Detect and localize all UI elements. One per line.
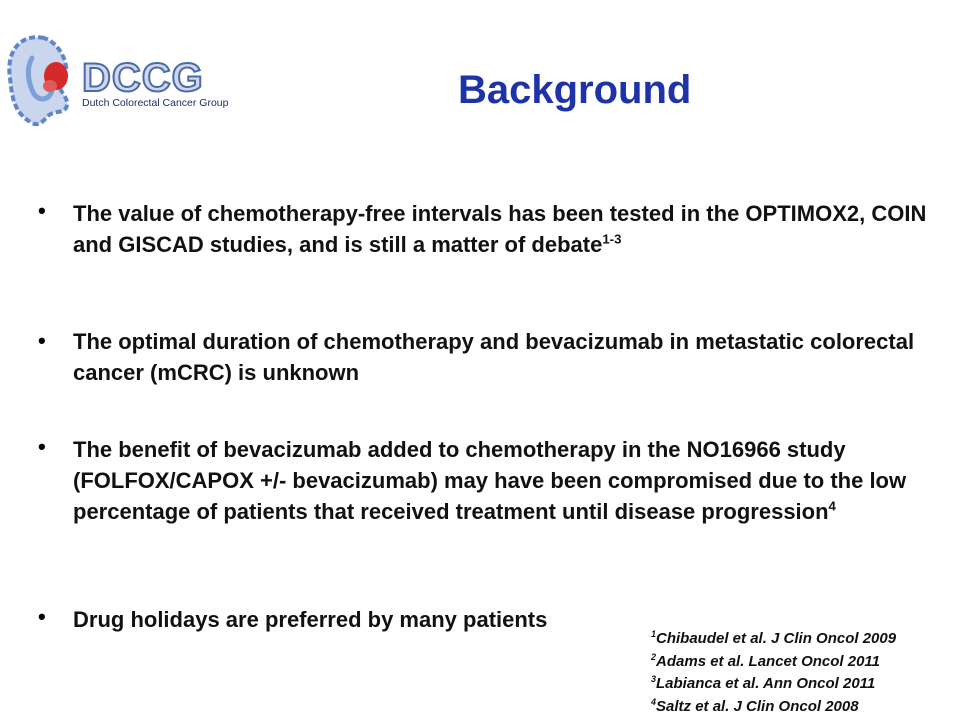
reference-2 — [651, 651, 896, 674]
bullet-dot: • — [38, 604, 46, 629]
bullet-text-content: Drug holidays are preferred by many patients — [73, 607, 548, 632]
bullet-text-1 — [73, 198, 933, 260]
reference-4 — [651, 696, 896, 719]
reference-text: Labianca et al. Ann Oncol 2011 — [656, 675, 876, 692]
bullet-text-content: The optimal duration of chemotherapy and bevacizumab in metastatic colorectal cancer (mCRC) is unknown — [73, 329, 915, 385]
citation-superscript: 1-3 — [602, 231, 622, 247]
bullet-text-3 — [73, 434, 933, 527]
reference-number: 3 — [651, 674, 657, 684]
logo-abbreviation: DCCG — [82, 56, 204, 100]
reference-number: 2 — [651, 651, 657, 662]
dccg-logo — [4, 28, 234, 128]
slide-title: Background — [458, 68, 692, 112]
reference-text: Adams et al. Lancet Oncol 2011 — [656, 652, 880, 670]
bullet-dot: • — [38, 434, 46, 459]
citation-superscript: 4 — [828, 498, 836, 514]
references — [651, 628, 896, 718]
bullet-text-content: The value of chemotherapy-free intervals has been tested in the OPTIMOX2, COIN and GISCAD studies, and is still a matter of debate — [73, 201, 927, 257]
reference-3 — [651, 673, 896, 696]
bullet-text-2 — [73, 326, 933, 388]
reference-text: Saltz et al. J Clin Oncol 2008 — [656, 697, 859, 715]
reference-text: Chibaudel et al. J Clin Oncol 2009 — [656, 630, 897, 647]
bullet-dot: • — [38, 198, 46, 223]
reference-number: 1 — [651, 629, 657, 639]
bullet-text-content: The benefit of bevacizumab added to chemotherapy in the NO16966 study (FOLFOX/CAPOX +/- bevacizumab) may have been compromised due to the low percentage of patients that received treatment until disease progression — [73, 437, 907, 524]
reference-1 — [651, 628, 896, 651]
logo-subtitle: Dutch Colorectal Cancer Group — [82, 97, 229, 109]
bullet-dot: • — [38, 328, 46, 353]
reference-number: 4 — [651, 696, 657, 707]
colon-icon — [4, 28, 84, 128]
